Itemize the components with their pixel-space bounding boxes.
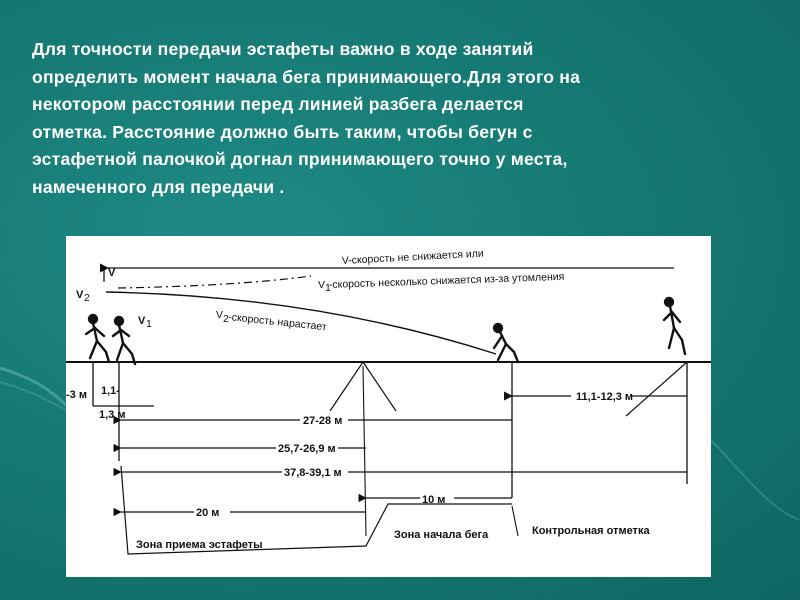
label-v1-runner-sub: 1	[146, 318, 152, 330]
label-v-constant: V-скорость не снижается или	[341, 247, 485, 267]
label-v2-increase: -скорость нарастает	[227, 311, 328, 334]
paragraph-line: намеченного для передачи .	[32, 176, 285, 197]
paragraph-line: Для точности передачи эстафеты важно в ходе занятий	[32, 39, 534, 59]
label-dim-27: 27-28 м	[303, 415, 343, 427]
runner-incoming-icon	[86, 315, 109, 362]
label-v2-prefix: V	[216, 309, 224, 321]
paragraph-line: определить момент начала бега принимающего.Для этого на	[32, 66, 581, 87]
label-v2-runner-sub: 2	[84, 292, 90, 304]
label-v1-sub: 1	[325, 282, 331, 294]
label-control-mark: Контрольная отметка	[532, 525, 650, 537]
label-dim-small-1: 1,1-	[101, 385, 120, 397]
label-v2-runner: V	[76, 289, 84, 301]
runner-finish-icon	[664, 298, 685, 354]
label-v: V	[108, 267, 116, 279]
label-zone-start: Зона начала бега	[394, 529, 489, 541]
label-dim-right: 11,1-12,3 м	[576, 391, 634, 403]
label-dim-small-2: 1,3 м	[99, 409, 126, 421]
relay-diagram	[66, 236, 711, 577]
label-dim-37: 37,8-39,1 м	[284, 467, 342, 479]
paragraph-line: эстафетной палочкой догнал принимающего точно у места,	[32, 149, 568, 170]
paragraph-line: некотором расстоянии перед линией разбега делается	[32, 94, 524, 115]
label-zone-receive: Зона приема эстафеты	[136, 539, 263, 551]
zone-center-lines	[363, 366, 518, 536]
paragraph-line: отметка. Расстояние должно быть таким, чтобы бегун с	[32, 121, 533, 142]
intro-paragraph	[32, 36, 777, 202]
relay-diagram-svg	[66, 236, 711, 577]
label-dim-10: 10 м	[422, 494, 446, 506]
label-v1-decrease: -скорость несколько снижается из-за утомления	[328, 270, 565, 291]
label-v2-sub: 2	[223, 313, 229, 325]
speed-curve-v1-dashed	[118, 276, 311, 288]
label-dim-left: -3 м	[66, 389, 87, 401]
runner-receiving-icon	[113, 317, 135, 364]
label-dim-20: 20 м	[196, 507, 220, 519]
runner-crouching-icon	[494, 324, 518, 362]
label-v1-prefix: V	[318, 279, 326, 291]
label-dim-25: 25,7-26,9 м	[278, 443, 336, 455]
zone-marker-triangle-right	[626, 362, 687, 416]
label-v1-runner: V	[138, 315, 146, 327]
